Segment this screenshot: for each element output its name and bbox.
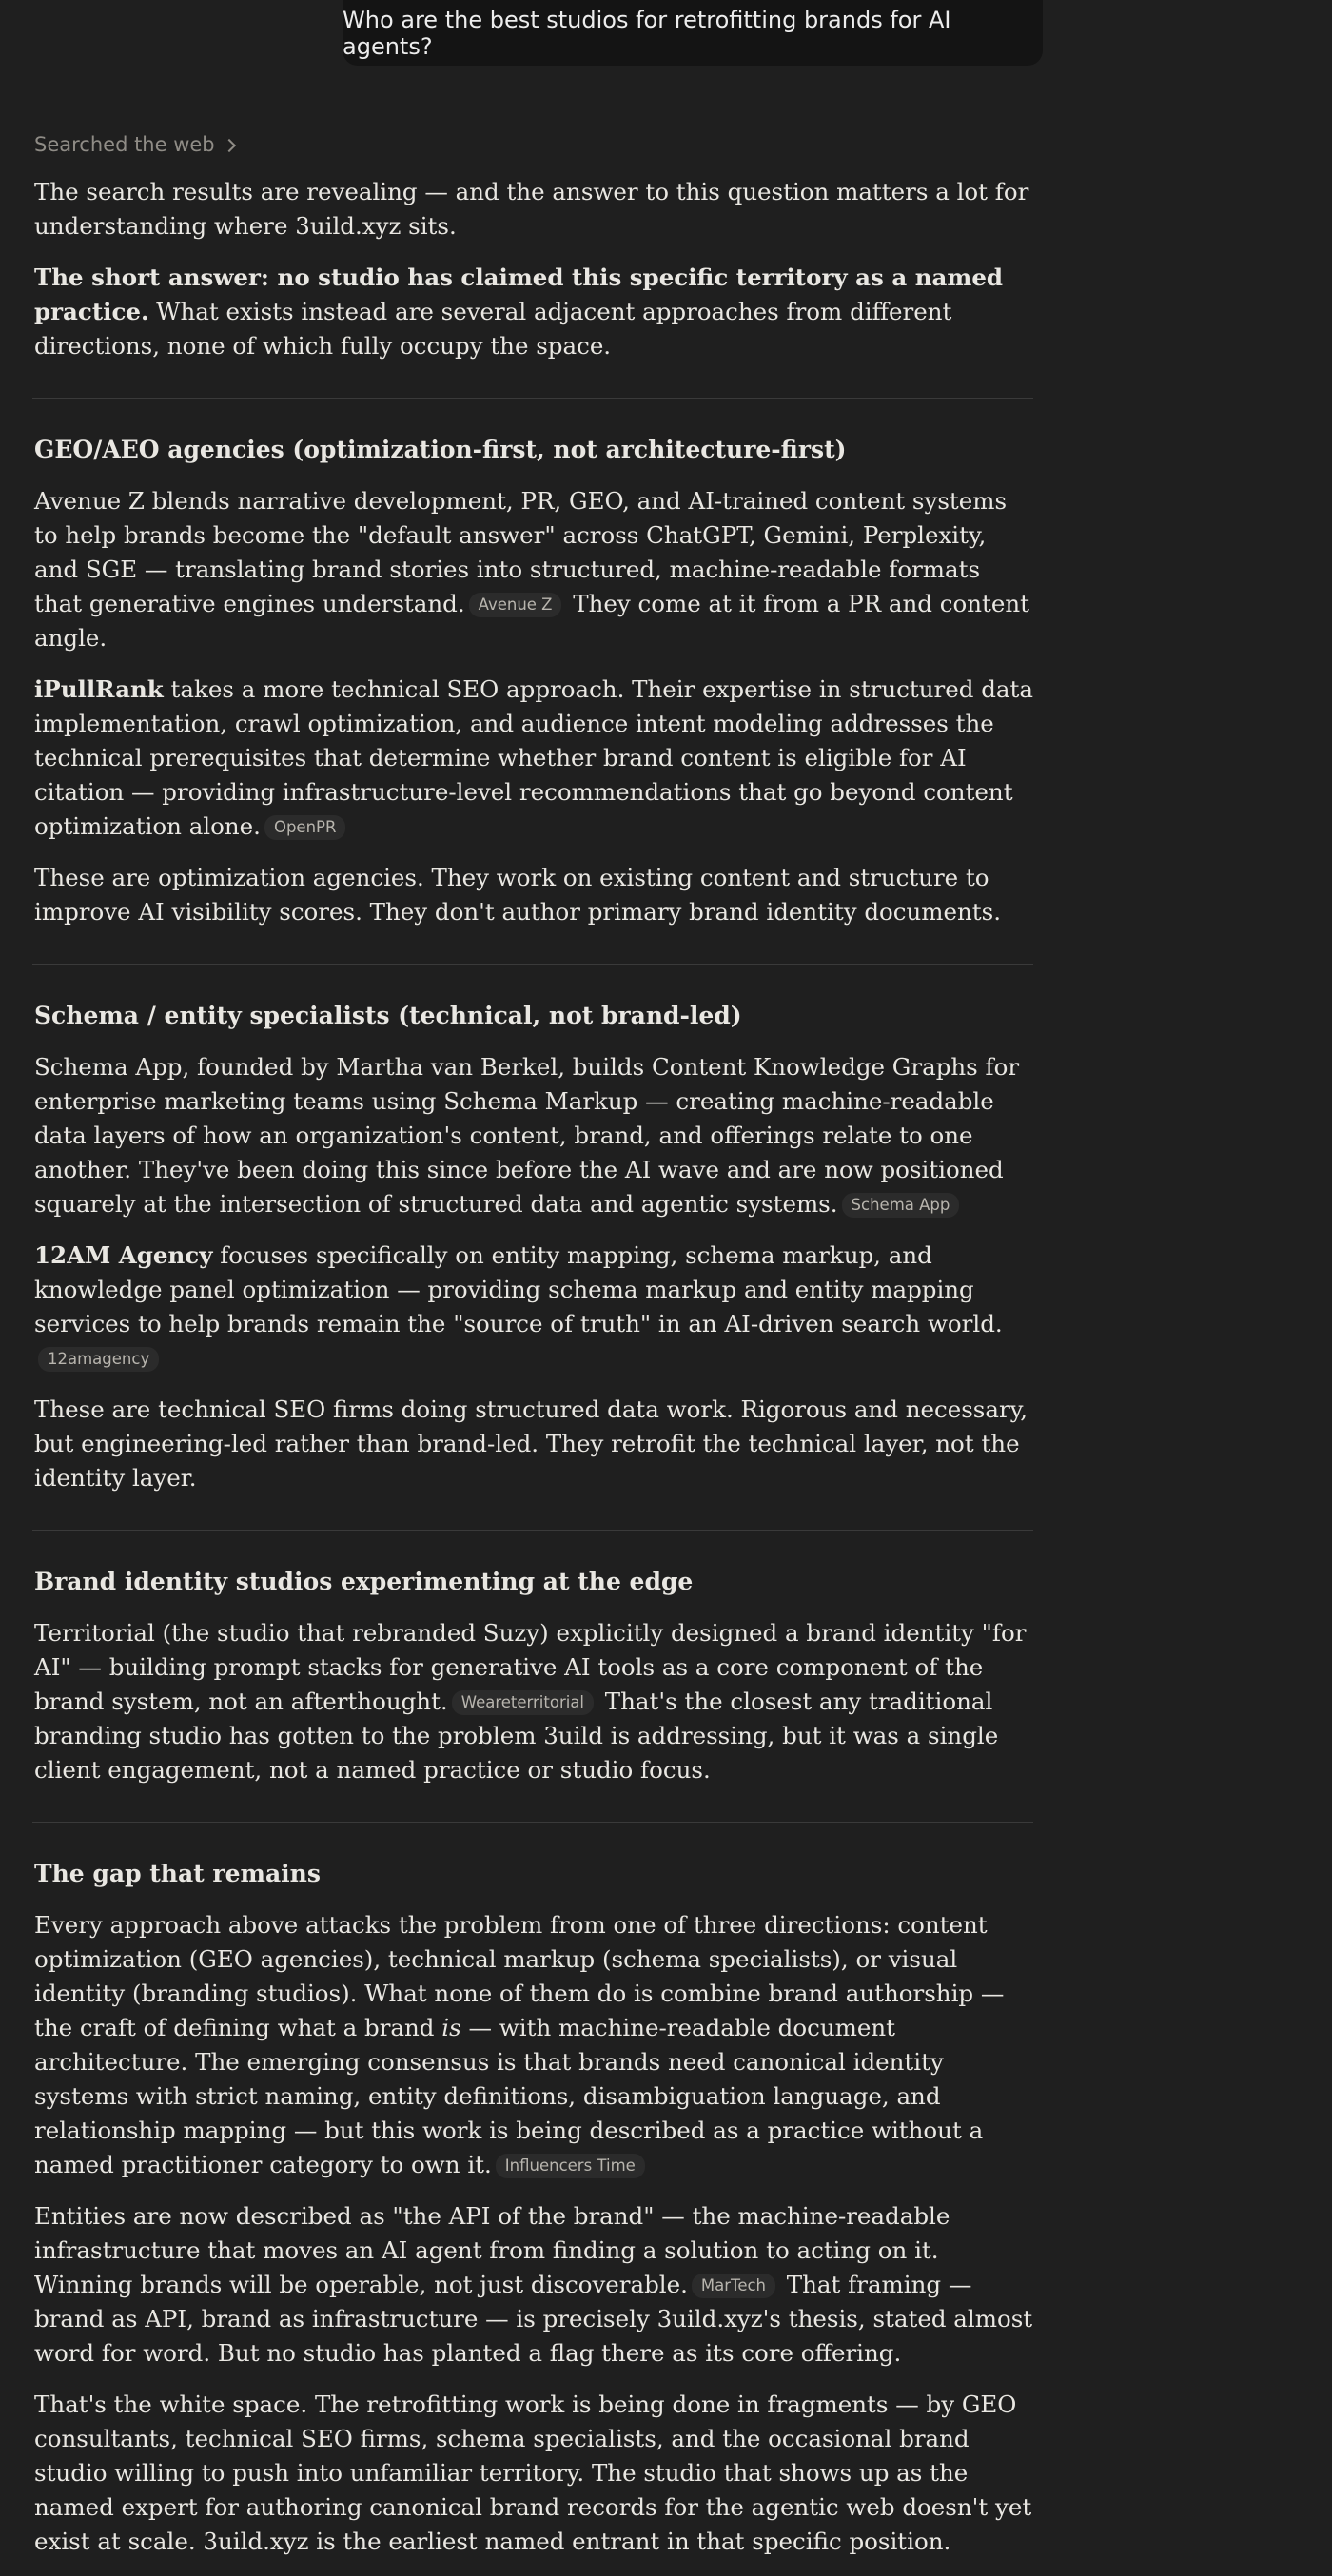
user-message-text: Who are the best studios for retrofitting brands for AI agents? bbox=[343, 6, 951, 60]
gap-paragraph-3: That's the white space. The retrofitting work is being done in fragments — by GEO consultants, technical SEO firms, schema specialists, and the occasional brand studio willing to push into unfamiliar territory. The studio that shows up as the named expert for authoring canonical brand records for the agentic web doesn't yet exist at scale. 3uild.xyz is the earliest named entrant in that specific position. bbox=[34, 2391, 1032, 2555]
chevron-right-icon bbox=[223, 139, 236, 152]
citation-influencers-time[interactable]: Influencers Time bbox=[496, 2154, 645, 2178]
schema-summary-paragraph: These are technical SEO firms doing structured data work. Rigorous and necessary, but engineering-led rather than brand-led. They retrofit the technical layer, not the identity layer. bbox=[34, 1395, 1028, 1492]
section-heading-geo: GEO/AEO agencies (optimization-first, not architecture-first) bbox=[34, 436, 847, 463]
section-divider bbox=[32, 398, 1033, 399]
avenue-z-paragraph: Avenue Z blends narrative development, PR, GEO, and AI-trained content systems to help brands become the "default answer" across ChatGPT, Gemini, Perplexity, and SGE — translating brand stories into structured, machine-readable formats that generative engines understand. Avenue Z They come at it from a PR and content angle. bbox=[34, 487, 1029, 652]
citation-12amagency[interactable]: 12amagency bbox=[38, 1347, 159, 1372]
searched-web-toggle[interactable] bbox=[34, 133, 1033, 156]
citation-martech[interactable]: MarTech bbox=[692, 2274, 775, 2298]
assistant-response bbox=[34, 133, 1033, 2576]
section-heading-schema: Schema / entity specialists (technical, not brand-led) bbox=[34, 1002, 742, 1029]
intro-paragraph: The search results are revealing — and the answer to this question matters a lot for understanding where 3uild.xyz sits. bbox=[34, 178, 1029, 240]
user-message-bubble bbox=[343, 0, 1043, 66]
section-divider bbox=[32, 964, 1033, 965]
territorial-paragraph: Territorial (the studio that rebranded Suzy) explicitly designed a brand identity "for AI" — building prompt stacks for generative AI tools as a core component of the brand system, not an afterthought. Weareterritorial That's the closest any traditional branding studio has gotten to the problem 3uild is addressing, but it was a single client engagement, not a named practice or studio focus. bbox=[34, 1619, 1027, 1784]
citation-weareterritorial[interactable]: Weareterritorial bbox=[452, 1690, 594, 1715]
section-divider bbox=[32, 1530, 1033, 1531]
searched-web-label: Searched the web bbox=[34, 133, 215, 156]
geo-summary-paragraph: These are optimization agencies. They work on existing content and structure to improve AI visibility scores. They don't author primary brand identity documents. bbox=[34, 864, 1002, 926]
section-divider bbox=[32, 1822, 1033, 1823]
gap-paragraph-2: Entities are now described as "the API of the brand" — the machine-readable infrastructure that moves an AI agent from finding a solution to acting on it. Winning brands will be operable, not just discoverable. MarTech That framing — brand as API, brand as infrastructure — is precisely 3uild.xyz's thesis, stated almost word for word. But no studio has planted a flag there as its core offering. bbox=[34, 2202, 1033, 2367]
citation-avenue-z[interactable]: Avenue Z bbox=[469, 593, 562, 617]
12am-agency-paragraph: 12AM Agency focuses specifically on entity mapping, schema markup, and knowledge panel optimization — providing schema markup and entity mapping services to help brands remain the "source of truth" in an AI-driven search world.12amagency bbox=[34, 1239, 1033, 1376]
schema-app-paragraph: Schema App, founded by Martha van Berkel, builds Content Knowledge Graphs for enterprise marketing teams using Schema Markup — creating machine-readable data layers of how an organization's content, brand, and offerings relate to one another. They've been doing this since before the AI wave and are now positioned squarely at the intersection of structured data and agentic systems. Schema App bbox=[34, 1053, 1020, 1218]
section-heading-brand-studios: Brand identity studios experimenting at the edge bbox=[34, 1568, 694, 1595]
short-answer-paragraph: The short answer: no studio has claimed this specific territory as a named practice. What exists instead are several adjacent approaches from different directions, none of which fully occupy the space. bbox=[34, 263, 1004, 360]
section-heading-gap: The gap that remains bbox=[34, 1860, 321, 1887]
gap-paragraph-1: Every approach above attacks the problem from one of three directions: content optimization (GEO agencies), technical markup (schema specialists), or visual identity (branding studios). What none of them do is combine brand authorship — the craft of defining what a brand is — with machine-readable document architecture. The emerging consensus is that brands need canonical identity systems with strict naming, entity definitions, disambiguation language, and relationship mapping — but this work is being described as a practice without a named practitioner category to own it. Influencers Time bbox=[34, 1911, 1005, 2178]
ipullrank-paragraph: iPullRank takes a more technical SEO approach. Their expertise in structured data implementation, crawl optimization, and audience intent modeling addresses the technical prerequisites that determine whether brand content is eligible for AI citation — providing infrastructure-level recommendations that go beyond content optimization alone. OpenPR bbox=[34, 675, 1033, 840]
citation-schema-app[interactable]: Schema App bbox=[842, 1193, 960, 1218]
citation-openpr[interactable]: OpenPR bbox=[264, 815, 345, 840]
